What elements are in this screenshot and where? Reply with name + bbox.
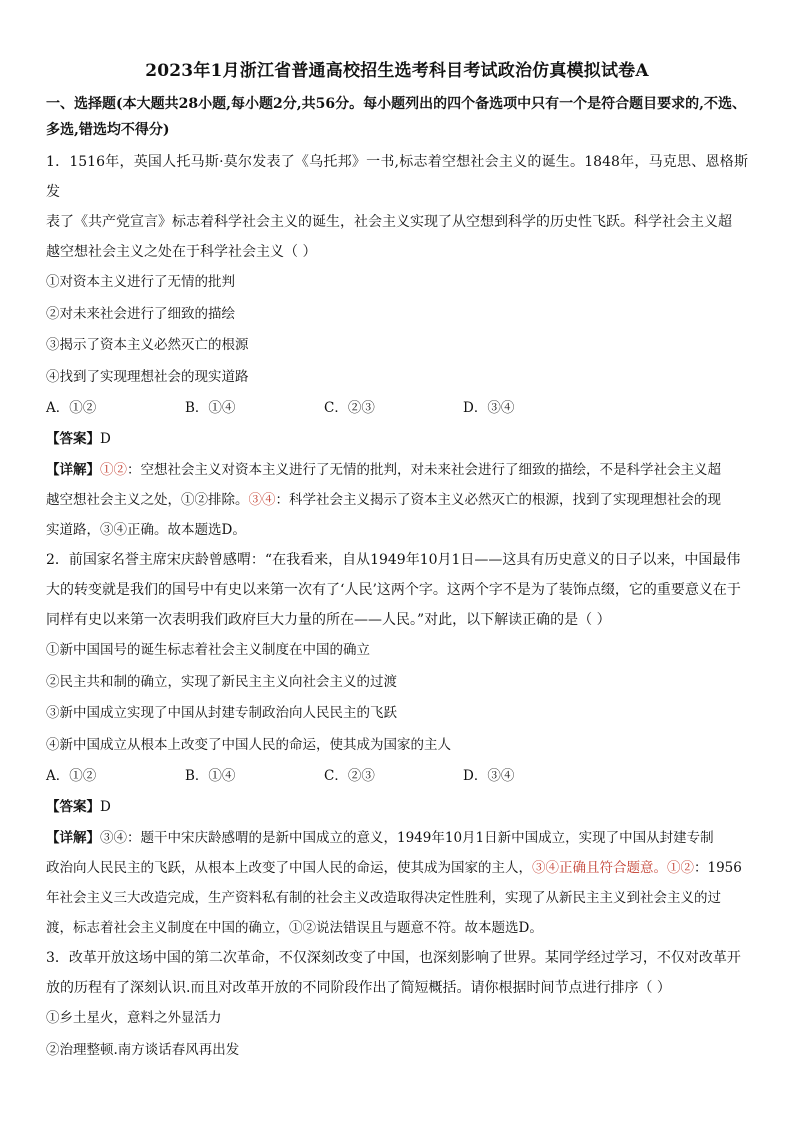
statement-option: ②对未来社会进行了细致的描绘 xyxy=(46,305,235,322)
choice-d: D．③④ xyxy=(463,768,515,784)
detail-block xyxy=(46,823,748,943)
answer-line xyxy=(46,792,748,823)
detail-text: ：1956 xyxy=(694,860,742,876)
question-stem-line: 3．改革开放这场中国的第二次革命，不仅深刻改变了中国，也深刻影响了世界。某同学经过学习，不仅对改革开 xyxy=(46,950,741,966)
question-stem-line: 大的转变就是我们的国号中有史以来第一次有了‘人民’这两个字。这两个字不是为了装饰点缀，它的重要意义在于 xyxy=(46,582,741,598)
section-heading-line: 一、选择题(本大题共28小题,每小题2分,共56分。每小题列出的四个备选项中只有一个是符合题目要求的,不选、 xyxy=(46,96,746,112)
choice-b: B．①④ xyxy=(185,400,236,416)
choice-a: A．①② xyxy=(46,400,97,416)
statement-option: ②治理整顿.南方谈话春风再出发 xyxy=(46,1041,240,1058)
section-heading xyxy=(46,91,748,143)
statement-option: ①对资本主义进行了无情的批判 xyxy=(46,274,235,290)
detail-text: ：空想社会主义对资本主义进行了无情的批判，对未来社会进行了细致的描绘，不是科学社会主义超 xyxy=(127,462,721,478)
statement-option: ③新中国成立实现了中国从封建专制政治向人民民主的飞跃 xyxy=(46,705,397,721)
detail-label: 【详解】 xyxy=(46,462,100,478)
answer-choices xyxy=(46,393,748,424)
statement-option: ①乡土星火，意料之外显活力 xyxy=(46,1010,222,1026)
detail-text: ③④：题干中宋庆龄感喟的是新中国成立的意义，1949年10月1日新中国成立，实现了中国从封建专制 xyxy=(100,830,714,846)
detail-line: 实道路，③④正确。故本题选D。 xyxy=(46,522,246,538)
detail-highlight: ③④正确且符合题意。①② xyxy=(532,860,694,876)
exam-title: 2023年1月浙江省普通高校招生选考科目考试政治仿真模拟试卷A xyxy=(145,61,649,81)
section-heading-line: 多选,错选均不得分) xyxy=(46,122,170,138)
question-3 xyxy=(46,943,748,1066)
answer-value: D xyxy=(100,799,111,815)
answer-label: 【答案】 xyxy=(46,799,100,815)
question-stem-line: 同样有史以来第一次表明我们政府巨大力量的所在——人民。”对此，以下解读正确的是（ ） xyxy=(46,612,611,628)
statement-option: ③揭示了资本主义必然灭亡的根源 xyxy=(46,337,249,353)
choice-c: C．②③ xyxy=(324,768,375,784)
detail-line xyxy=(46,455,748,485)
choice-d: D．③④ xyxy=(463,400,515,416)
detail-block xyxy=(46,455,748,545)
detail-highlight: ①② xyxy=(100,462,127,478)
question-stem-line: 越空想社会主义之处在于科学社会主义（ ） xyxy=(46,244,317,260)
detail-text: ：科学社会主义揭示了资本主义必然灭亡的根源，找到了实现理想社会的现 xyxy=(275,492,721,508)
answer-line xyxy=(46,424,748,455)
detail-highlight: ③④ xyxy=(248,492,276,508)
question-stem-line: 放的历程有了深刻认识.而且对改革开放的不同阶段作出了简短概括。请你根据时间节点进行排序（ ） xyxy=(46,980,671,996)
detail-text: 越空想社会主义之处，①②排除。 xyxy=(46,492,249,508)
choice-c: C．②③ xyxy=(324,400,375,416)
detail-line xyxy=(46,485,748,515)
question-stem-line: 表了《共产党宣言》标志着科学社会主义的诞生，社会主义实现了从空想到科学的历史性飞跃。科学社会主义超 xyxy=(46,214,732,230)
choice-a: A．①② xyxy=(46,768,97,784)
answer-label: 【答案】 xyxy=(46,431,100,447)
choice-b: B．①④ xyxy=(185,768,236,784)
question-2 xyxy=(46,545,748,943)
statement-option: ②民主共和制的确立，实现了新民主主义向社会主义的过渡 xyxy=(46,673,397,690)
detail-label: 【详解】 xyxy=(46,830,100,846)
question-stem-line: 2．前国家名誉主席宋庆龄曾感喟：“在我看来，自从1949年10月1日——这具有历史意义的日子以来，中国最伟 xyxy=(46,552,741,568)
question-1 xyxy=(46,147,748,545)
statement-option: ④找到了实现理想社会的现实道路 xyxy=(46,368,249,385)
answer-value: D xyxy=(100,431,111,447)
detail-text: 政治向人民民主的飞跃，从根本上改变了中国人民的命运，使其成为国家的主人， xyxy=(46,860,532,876)
answer-choices xyxy=(46,761,748,792)
detail-line: 渡，标志着社会主义制度在中国的确立，①②说法错误且与题意不符。故本题选D。 xyxy=(46,920,543,936)
question-stem-line: 1．1516年，英国人托马斯·莫尔发表了《乌托邦》一书,标志着空想社会主义的诞生。1848年，马克思、恩格斯发 xyxy=(46,154,748,200)
statement-option: ④新中国成立从根本上改变了中国人民的命运，使其成为国家的主人 xyxy=(46,736,451,753)
detail-line: 年社会主义三大改造完成，生产资料私有制的社会主义改造取得决定性胜利，实现了从新民主主义到社会主义的过 xyxy=(46,890,721,906)
statement-option: ①新中国国号的诞生标志着社会主义制度在中国的确立 xyxy=(46,642,370,658)
detail-line xyxy=(46,823,748,853)
detail-line xyxy=(46,853,748,883)
